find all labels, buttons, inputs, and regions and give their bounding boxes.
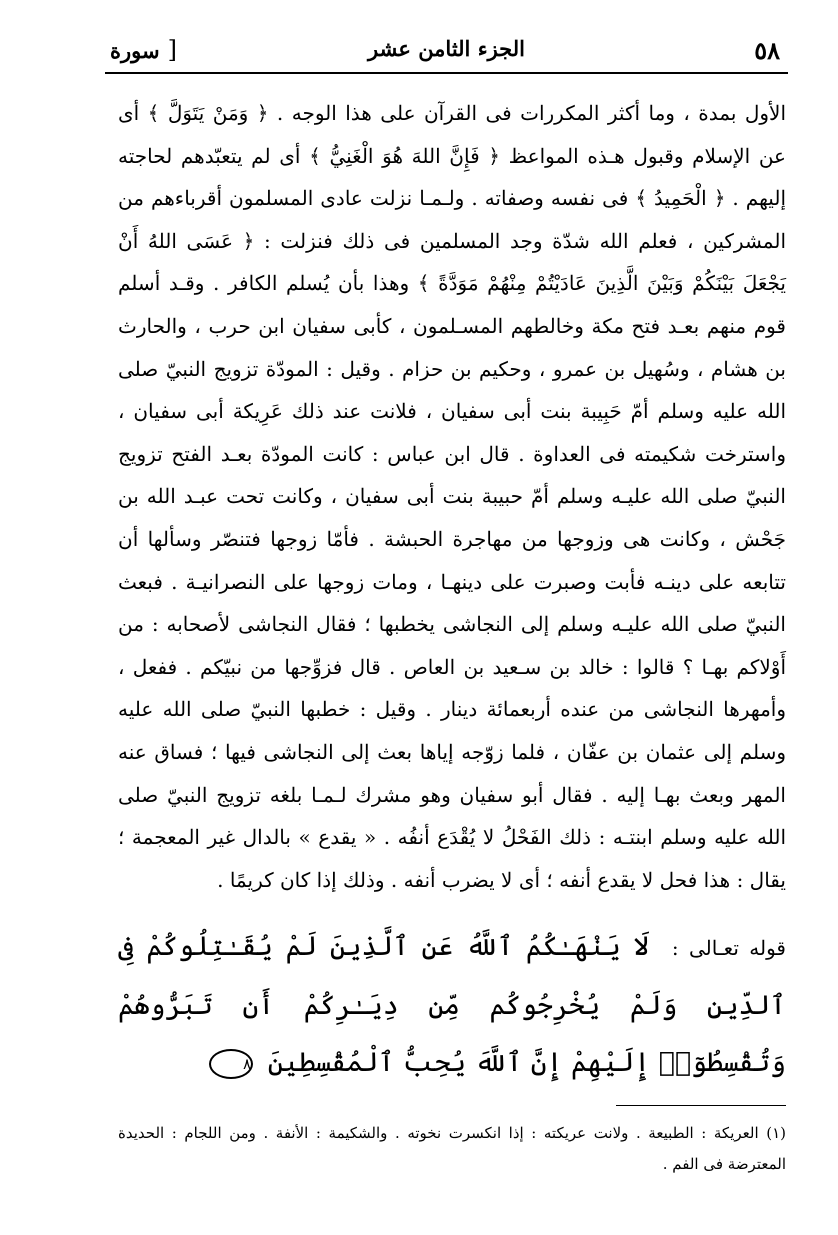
ayah-number-marker: ٨ <box>209 1049 253 1079</box>
sura-label-text: سورة <box>110 38 160 63</box>
footnote-number: (١) <box>766 1124 786 1142</box>
footnote <box>118 1118 786 1180</box>
header-bracket: [ <box>167 36 177 64</box>
verse-intro: قوله تعـالى : <box>671 936 786 960</box>
page-number: ٥٨ <box>754 36 780 65</box>
commentary-body <box>118 92 786 901</box>
running-title: الجزء الثامن عشر <box>368 36 525 61</box>
page-header <box>105 30 788 74</box>
commentary-paragraph: الأول بمدة ، وما أكثر المكررات فى القرآن على هذا الوجه . ﴿ وَمَنْ يَتَوَلَّ ﴾ أى عن الإسلام وقبول هـذه المواعظ ﴿ فَإِنَّ اللهَ هُوَ الْغَنِيُّ ﴾ أى لم يتعبّدهم لحاجته إليهم . ﴿ الْحَمِيدُ ﴾ فى نفسه وصفاته . ولـمـا نزلت عادى المسلمون أقرباءهم من المشركين ، فعلم الله شدّة وجد المسلمين فى ذلك فنزلت : ﴿ عَسَى اللهُ أَنْ يَجْعَلَ بَيْنَكُمْ وَبَيْنَ الَّذِينَ عَادَيْتُمْ مِنْهُمْ مَوَدَّةً ﴾ وهذا بأن يُسلم الكافر . وقـد أسلم قوم منهم بعـد فتح مكة وخالطهم المسـلمون ، كأبى سفيان ابن حرب ، والحارث بن هشام ، وسُهيل بن عمرو ، وحكيم بن حزام . وقيل : المودّة تزويج النبيّ صلى الله عليه وسلم أمّ حَبِيبة بنت أبى سفيان ، فلانت عند ذلك عَرِيكة أبى سفيان ، واسترخت شكيمته فى العداوة . قال ابن عباس : كانت المودّة بعـد الفتح تزويج النبيّ صلى الله عليـه وسلم أمّ حبيبة بنت أبى سفيان ، وكانت تحت عبـد الله بن جَحْش ، وكانت هى وزوجها من مهاجرة الحبشة . فأمّا زوجها فتنصّر وسألها أن تتابعه على دينـه فأبت وصبرت على دينهـا ، ومات زوجها على النصرانيـة . فبعث النبيّ صلى الله عليـه وسلم إلى النجاشى يخطبها ؛ فقال النجاشى لأصحابه : من أَوْلاكم بهـا ؟ قالوا : خالد بن سـعيد بن العاص . قال فزوِّجها من نبيّكم . ففعل ، وأمهرها النجاشى من عنده أربعمائة دينار . وقيل : خطبها النبيّ صلى الله عليه وسلم إلى عثمان بن عفّان ، فلما زوّجه إياها بعث إلى النجاشى فيها ؛ فساق عنه المهر وبعث بهـا إليه . فقال أبو سفيان وهو مشرك لـمـا بلغه تزويج النبيّ صلى الله عليه وسلم ابنتـه : ذلك الفَحْلُ لا يُقْدَع أنفُه . « يقدع » بالدال غير المعجمة ؛ يقال : هذا فحل لا يقدع أنفه ؛ أى لا يضرب أنفه . وذلك إذا كان كريمًا . <box>118 101 786 892</box>
footnote-divider <box>616 1105 786 1106</box>
quran-verse-block <box>118 918 786 1091</box>
verse-paragraph <box>118 918 786 1091</box>
footnote-text: العريكة : الطبيعة . ولانت عريكته : إذا انكسرت نخوته . والشكيمة : الأنفة . ومن اللجام : الحديدة المعترضة فى الفم . <box>118 1124 786 1173</box>
verse-text: لَا يَنْهَـٰكُمُ ٱللَّهُ عَنِ ٱلَّذِينَ لَمْ يُقَـٰتِلُوكُمْ فِى ٱلدِّينِ وَلَمْ يُخْرِجُوكُم مِّن دِيَـٰرِكُمْ أَن تَبَرُّوهُمْ وَتُقْسِطُوٓا۟ إِلَيْهِمْ إِنَّ ٱللَّهَ يُحِبُّ ٱلْمُقْسِطِينَ <box>118 931 786 1078</box>
sura-label <box>110 36 177 64</box>
